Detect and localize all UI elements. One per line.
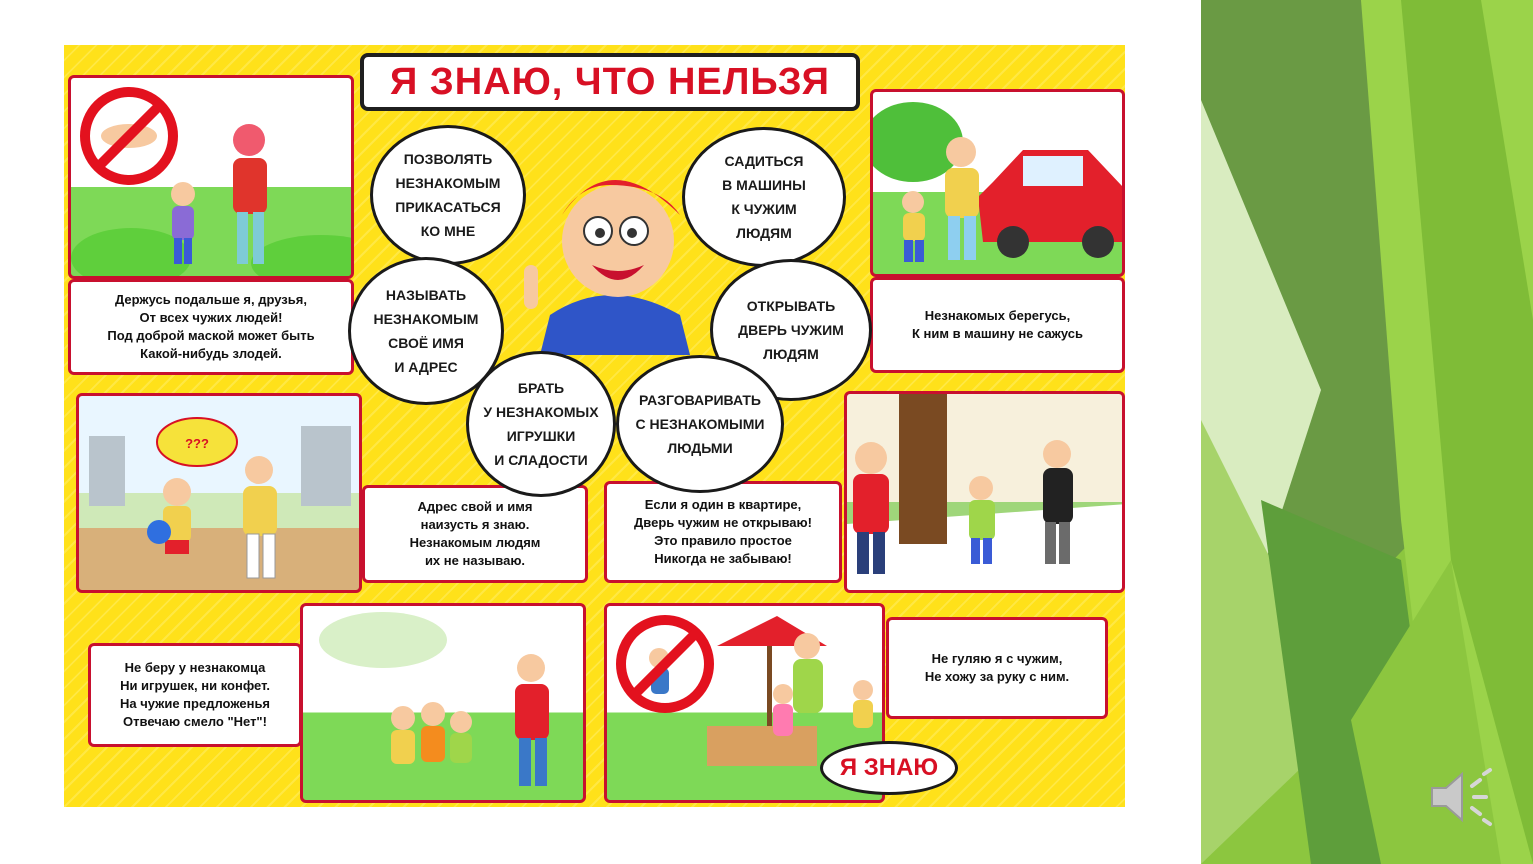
decorative-green-shapes (1201, 0, 1533, 864)
badge-i-know: Я ЗНАЮ (820, 741, 958, 795)
address-illustration (79, 396, 362, 593)
door-illustration (847, 394, 1125, 593)
speaker-icon[interactable] (1428, 762, 1504, 832)
panel-candy-scene (300, 603, 586, 803)
bubble-name: НАЗЫВАТЬ НЕЗНАКОМЫМ СВОЁ ИМЯ И АДРЕС (348, 257, 504, 405)
bubble-toys: БРАТЬ У НЕЗНАКОМЫХ ИГРУШКИ И СЛАДОСТИ (466, 351, 616, 497)
caption-walk: Не гуляю я с чужим, Не хожу за руку с ним. (886, 617, 1108, 719)
caption-car: Незнакомых берегусь, К ним в машину не сажусь (870, 277, 1125, 373)
panel-door-scene (844, 391, 1125, 593)
bubble-touch: ПОЗВОЛЯТЬ НЕЗНАКОМЫМ ПРИКАСАТЬСЯ КО МНЕ (370, 125, 526, 265)
candy-illustration (303, 606, 586, 803)
car-illustration (873, 92, 1125, 277)
caption-touch: Держусь подальше я, друзья, От всех чужих людей! Под доброй маской может быть Какой-нибудь злодей. (68, 279, 354, 375)
panel-touch-scene (68, 75, 354, 279)
prohibition-icon (77, 84, 181, 188)
caption-address: Адрес свой и имя наизусть я знаю. Незнакомым людям их не называю. (362, 485, 588, 583)
safety-poster (64, 45, 1125, 807)
bubble-door: ОТКРЫВАТЬ ДВЕРЬ ЧУЖИМ ЛЮДЯМ (710, 259, 872, 401)
caption-door: Если я один в квартире, Дверь чужим не открываю! Это правило простое Никогда не забываю! (604, 481, 842, 583)
bubble-talk: РАЗГОВАРИВАТЬ С НЕЗНАКОМЫМИ ЛЮДЬМИ (616, 355, 784, 493)
panel-car-scene (870, 89, 1125, 277)
caption-candy: Не беру у незнакомца Ни игрушек, ни конфет. На чужие предложенья Отвечаю смело "Нет"! (88, 643, 302, 747)
panel-address-scene (76, 393, 362, 593)
poster-title: Я ЗНАЮ, ЧТО НЕЛЬЗЯ (360, 53, 860, 111)
bubble-car: САДИТЬСЯ В МАШИНЫ К ЧУЖИМ ЛЮДЯМ (682, 127, 846, 267)
boy-character (510, 145, 710, 355)
speech-question: ??? (185, 436, 209, 451)
prohibition-icon (613, 612, 717, 716)
